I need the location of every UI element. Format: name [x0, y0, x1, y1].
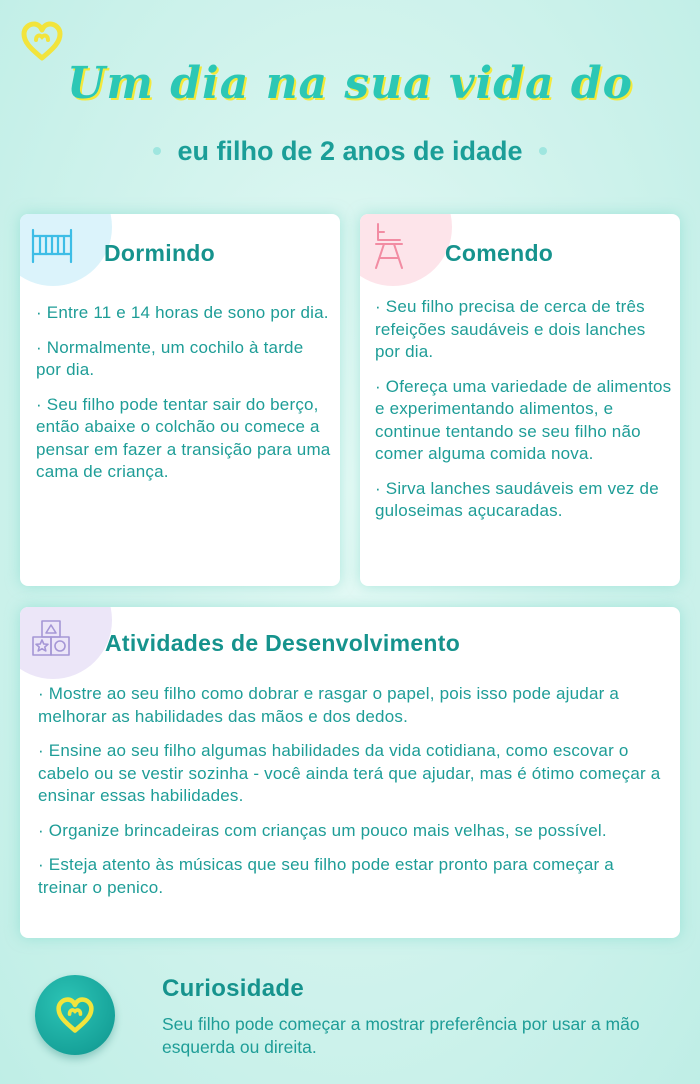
list-item: · Entre 11 e 14 horas de sono por dia.: [36, 303, 329, 322]
dev-title: Atividades de Desenvolvimento: [105, 630, 461, 656]
page-title: Um dia na sua vida do: [67, 58, 633, 109]
crib-icon: [30, 226, 74, 264]
list-item: · Organize brincadeiras com crianças um pouco mais velhas, se possível.: [38, 820, 607, 840]
fact-title: Curiosidade: [162, 975, 304, 1002]
heart-logo-icon: [20, 20, 64, 62]
development-card: [20, 607, 680, 938]
eat-list: [375, 296, 675, 535]
list-item: · Seu filho pode tentar sair do berço, então abaixe o colchão ou comece a pensar em fazer a transição para uma cama de criança.: [36, 394, 331, 481]
dot-decoration-left: [153, 147, 161, 155]
high-chair-icon: [372, 222, 406, 270]
page-subtitle: [0, 136, 700, 167]
list-item: · Seu filho precisa de cerca de três refeições saudáveis e dois lanches por dia.: [375, 297, 646, 361]
list-item: · Normalmente, um cochilo à tarde por dia.: [36, 337, 304, 379]
dot-decoration-right: [539, 147, 547, 155]
dev-list: [38, 683, 668, 911]
fact-text: Seu filho pode começar a mostrar preferência por usar a mão esquerda ou direita.: [162, 1014, 640, 1057]
list-item: · Ensine ao seu filho algumas habilidades da vida cotidiana, como escovar o cabelo ou se vestir sozinha - você ainda terá que ajudar, mas é ótimo começar a ensinar essas habilidades.: [38, 741, 661, 805]
heart-logo-icon: [55, 995, 95, 1035]
list-item: · Mostre ao seu filho como dobrar e rasgar o papel, pois isso pode ajudar a melhorar as habilidades das mãos e dos dedos.: [38, 684, 620, 726]
toy-blocks-icon: [32, 619, 72, 657]
eat-title: Comendo: [445, 240, 554, 266]
subtitle-text: eu filho de 2 anos de idade: [177, 136, 523, 166]
list-item: · Sirva lanches saudáveis em vez de guloseimas açucaradas.: [375, 478, 659, 520]
sleep-title: Dormindo: [104, 240, 215, 266]
list-item: · Esteja atento às músicas que seu filho pode estar pronto para começar a treinar o penico.: [38, 855, 614, 897]
sleep-card: [20, 214, 340, 586]
list-item: · Ofereça uma variedade de alimentos e experimentando alimentos, e continue tentando se seu filho não comer alguma comida nova.: [375, 376, 672, 463]
eat-card: [360, 214, 680, 586]
fact-badge: [35, 975, 115, 1055]
sleep-list: [36, 302, 332, 496]
